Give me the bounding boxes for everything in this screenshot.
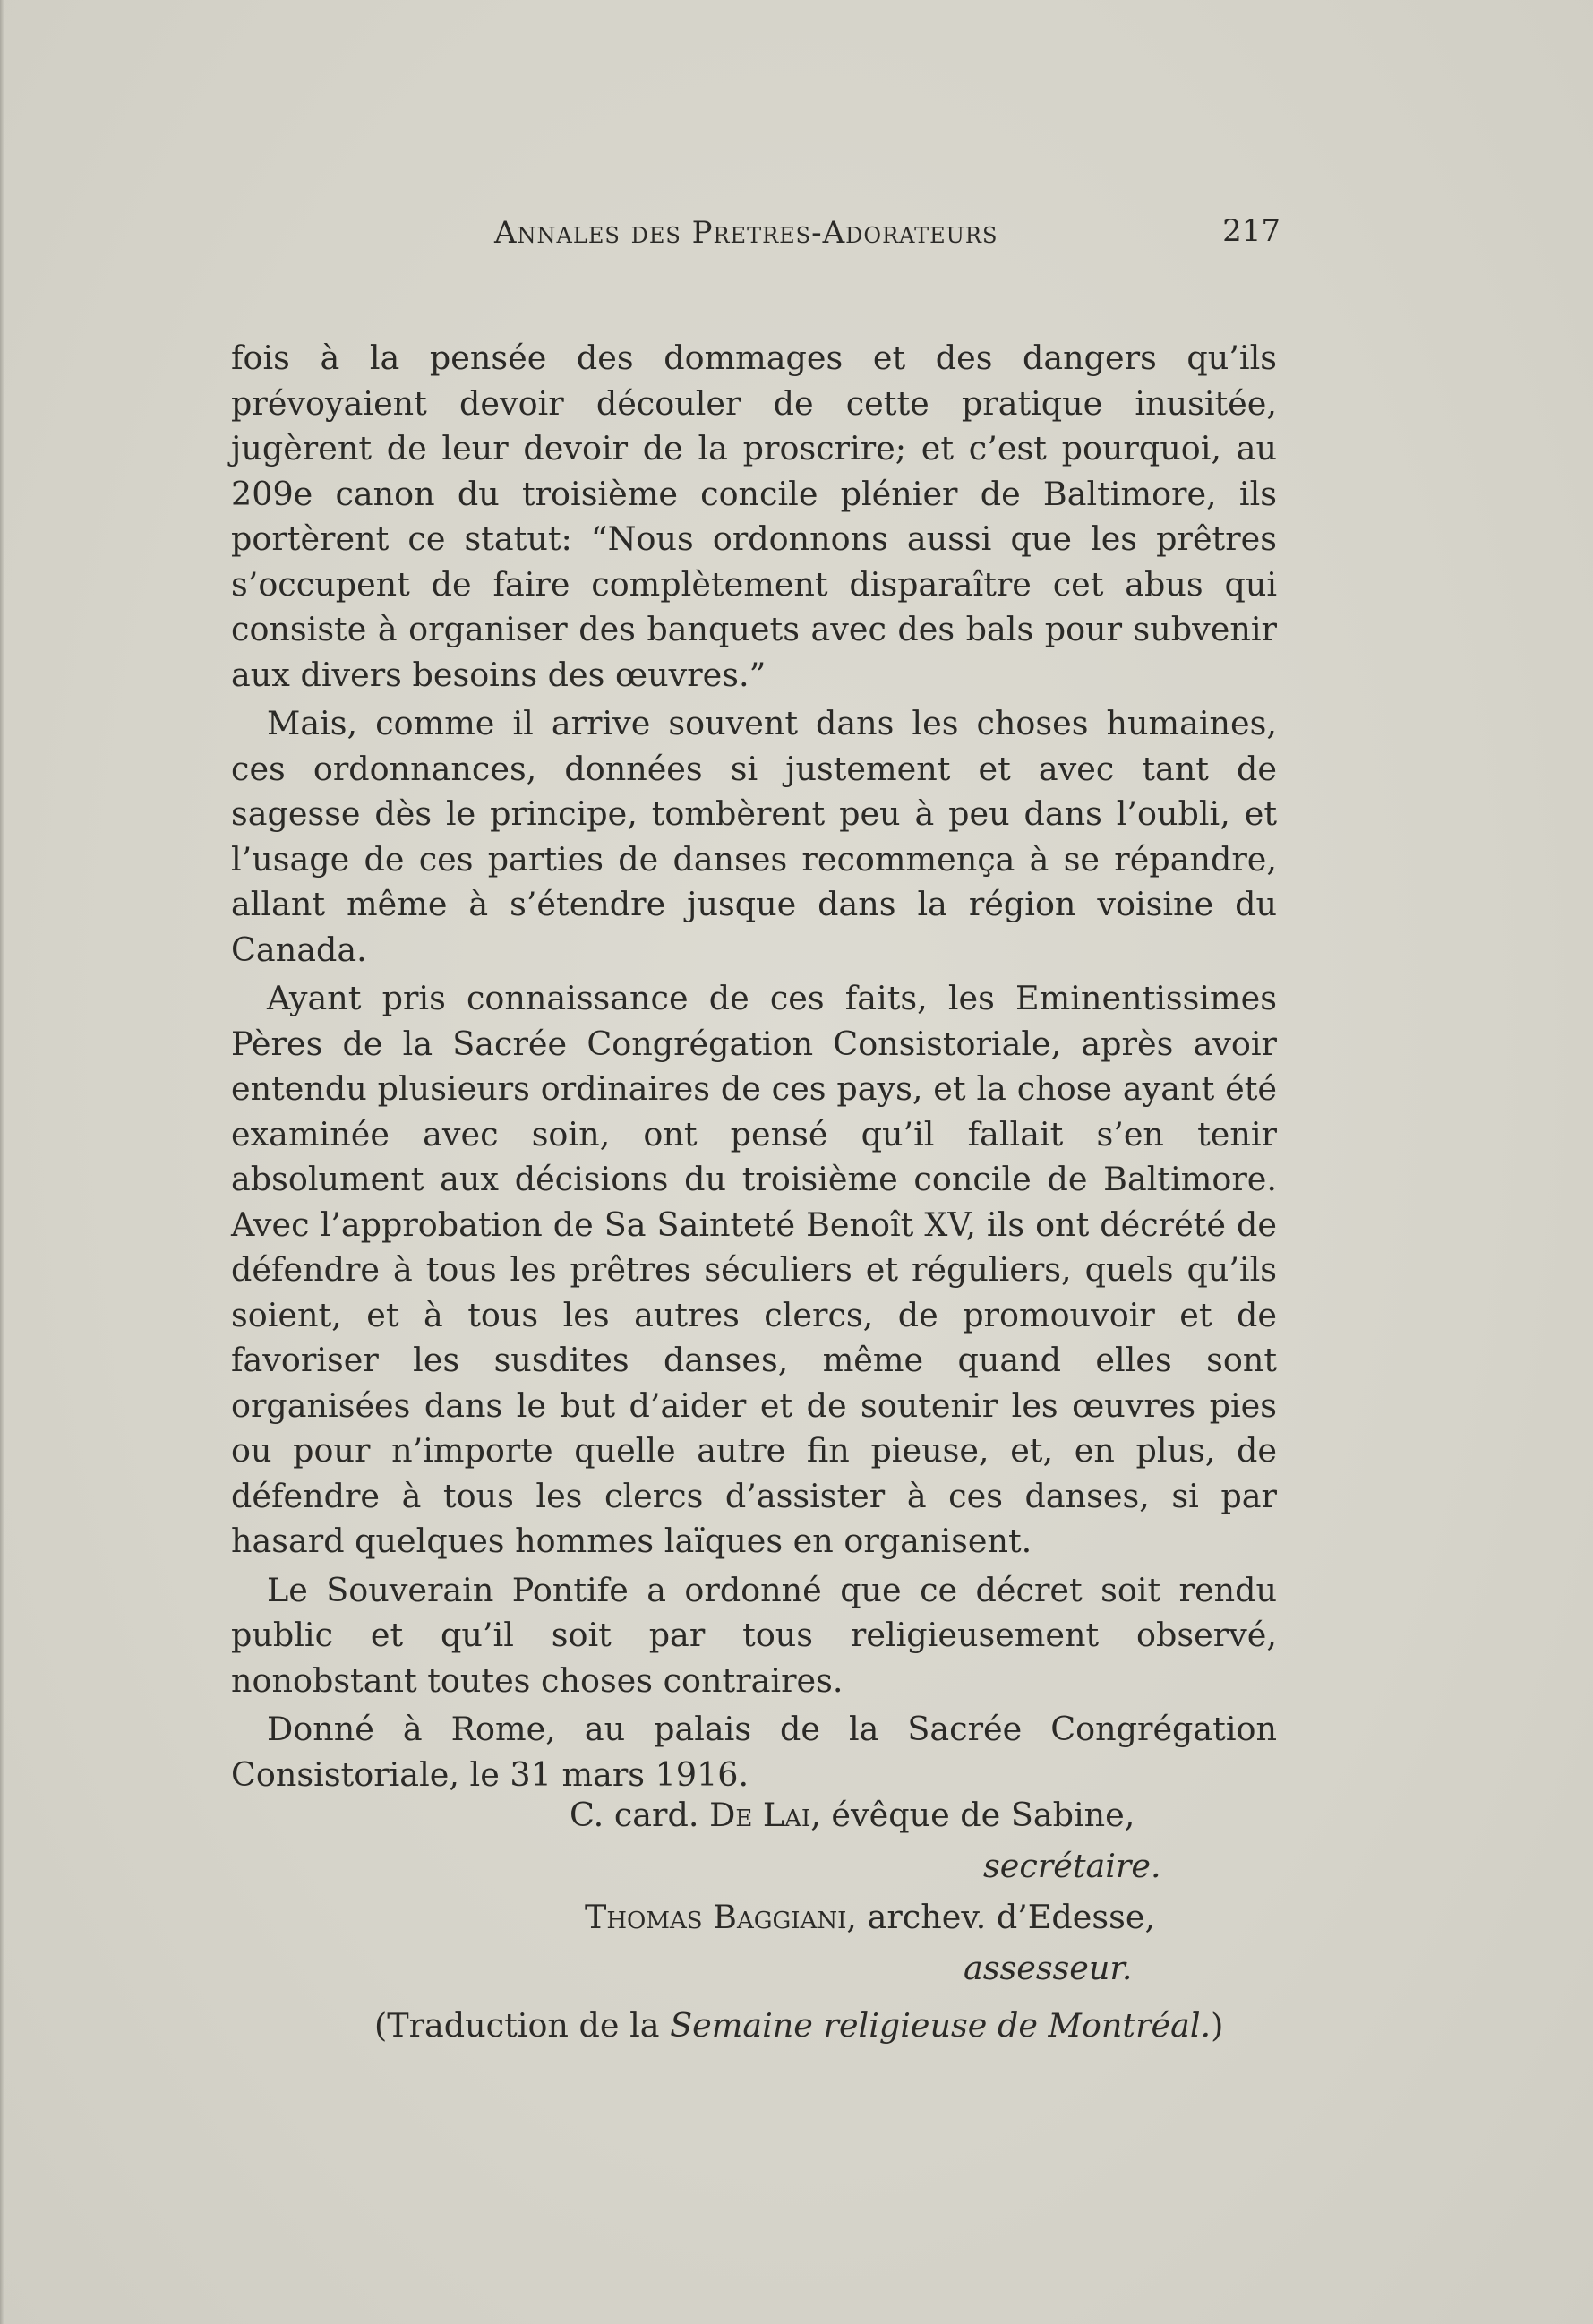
source-publication: Semaine religieuse de Montréal. [670, 2006, 1212, 2045]
running-title: Annales des Pretres-Adorateurs [494, 215, 998, 251]
signature-2-suffix: , archev. d’Edesse, [846, 1898, 1156, 1936]
page-number: 217 [1222, 213, 1280, 249]
paragraph-4: Le Souverain Pontife a ordonné que ce décret soit rendu public et qu’il soit par tous religieusement observé, nonobstant toutes choses contraires. [231, 1570, 1277, 1700]
signature-1-suffix: , évêque de Sabine, [810, 1796, 1135, 1834]
source-prefix: (Traduction de la [374, 2006, 671, 2045]
signature-1 [231, 1789, 1277, 1840]
paragraph-1: fois à la pensée des dommages et des dangers qu’ils prévoyaient devoir découler de cette pratique inusitée, jugèrent de leur devoir de la proscrire; et c’est pourquoi, au 209e canon du troisième concile plénier de Baltimore, ils portèrent ce statut: “Nous ordonnons aussi que les prêtres s’occupent de faire complètement disparaître cet abus qui consiste à organiser des banquets avec des bals pour subvenir aux divers besoins des œuvres.” [231, 339, 1277, 694]
page-edge-shadow [0, 0, 4, 2324]
signature-2-name: Thomas Baggiani [585, 1898, 847, 1936]
signature-1-title: secrétaire. [983, 1847, 1161, 1885]
page-header [226, 208, 1280, 253]
body-text [231, 336, 1277, 1801]
signature-1-name: De Lai [709, 1796, 811, 1834]
signature-block [231, 1789, 1277, 1994]
paragraph-5: Donné à Rome, au palais de la Sacrée Congrégation Consistoriale, le 31 mars 1916. [231, 1710, 1277, 1794]
paragraph-3: Ayant pris connaissance de ces faits, les Eminentissimes Pères de la Sacrée Congrégation Consistoriale, après avoir entendu plusieurs ordinaires de ces pays, et la chose ayant été examinée avec soin, ont pensé qu’il fallait s’en tenir absolument aux décisions du troisième concile de Baltimore. Avec l’approbation de Sa Sainteté Benoît XV, ils ont décrété de défendre à tous les prêtres séculiers et réguliers, quels qu’ils soient, et à tous les autres clercs, de promouvoir et de favoriser les susdites danses, même quand elles sont organisées dans le but d’aider et de soutenir les œuvres pies ou pour n’importe quelle autre fin pieuse, et, en plus, de défendre à tous les clercs d’assister à ces danses, si par hasard quelques hommes laïques en organisent. [231, 979, 1277, 1560]
signature-1-prefix: C. card. [570, 1796, 710, 1834]
source-suffix: ) [1211, 2006, 1224, 2045]
translation-source [374, 2006, 1223, 2045]
paragraph-2: Mais, comme il arrive souvent dans les choses humaines, ces ordonnances, données si justement et avec tant de sagesse dès le principe, tombèrent peu à peu dans l’oubli, et l’usage de ces parties de danses recommença à se répandre, allant même à s’étendre jusque dans la région voisine du Canada. [231, 704, 1277, 969]
signature-2 [231, 1891, 1277, 1942]
signature-2-title: assesseur. [964, 1949, 1133, 1987]
